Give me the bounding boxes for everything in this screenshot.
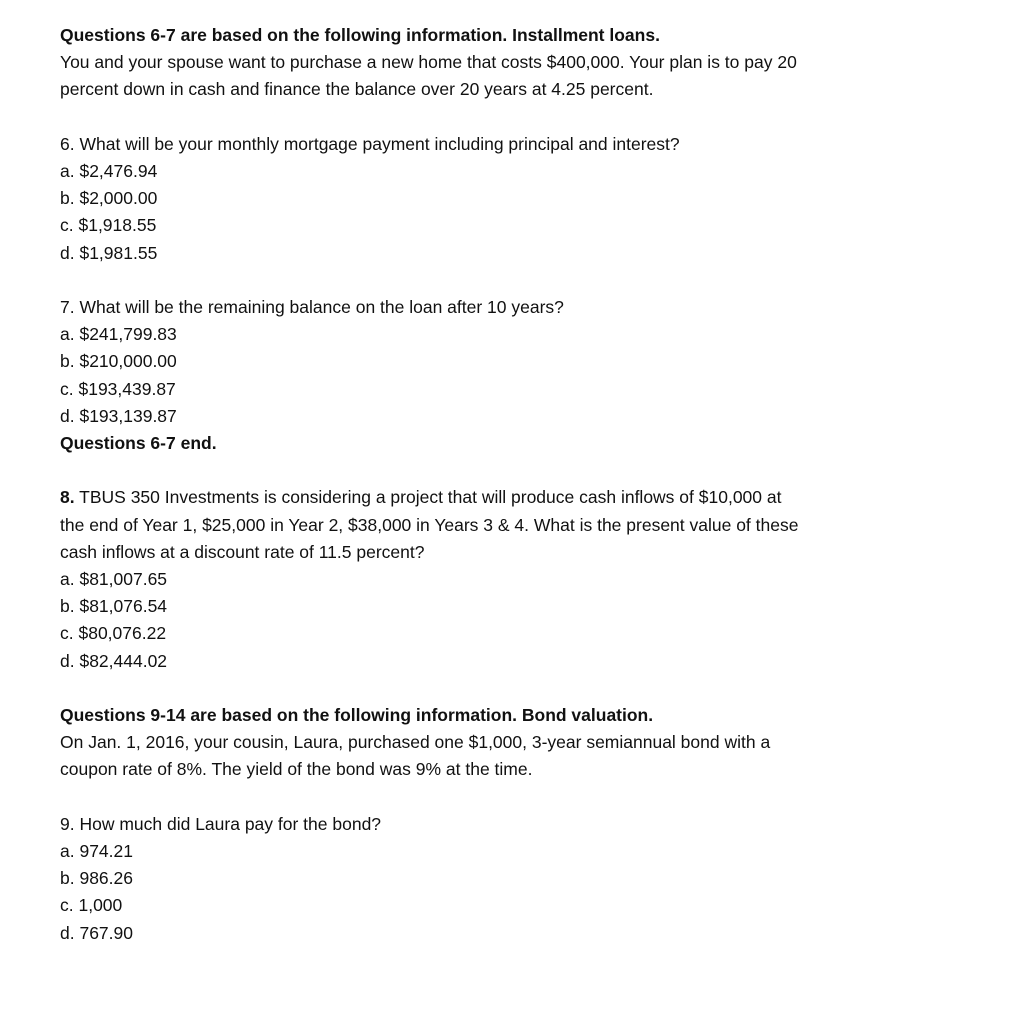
option-6c: c. $1,918.55 — [60, 215, 157, 236]
option-6b: b. $2,000.00 — [60, 188, 158, 209]
blank-line — [60, 784, 960, 811]
document-page — [60, 22, 960, 947]
question-6: 6. What will be your monthly mortgage payment including principal and interest? — [60, 133, 680, 154]
intro-line: coupon rate of 8%. The yield of the bond was 9% at the time. — [60, 759, 533, 780]
option-9d: d. 767.90 — [60, 922, 133, 943]
option-9c: c. 1,000 — [60, 895, 123, 916]
option-8d: d. $82,444.02 — [60, 650, 168, 671]
intro-line: percent down in cash and finance the balance over 20 years at 4.25 percent. — [60, 79, 654, 100]
question-8-line: cash inflows at a discount rate of 11.5 percent? — [60, 541, 425, 562]
question-9: 9. How much did Laura pay for the bond? — [60, 813, 382, 834]
option-7d: d. $193,139.87 — [60, 405, 177, 426]
question-7: 7. What will be the remaining balance on the loan after 10 years? — [60, 297, 564, 317]
blank-line — [60, 457, 960, 484]
question-8-number: 8. — [60, 487, 75, 508]
intro-line: On Jan. 1, 2016, your cousin, Laura, purchased one $1,000, 3-year semiannual bond with a — [60, 732, 771, 753]
blank-line — [60, 104, 960, 131]
option-9b: b. 986.26 — [60, 868, 133, 889]
option-9a: a. 974.21 — [60, 841, 133, 862]
option-7a: a. $241,799.83 — [60, 324, 177, 345]
option-8c: c. $80,076.22 — [60, 623, 167, 644]
section-heading-bond-valuation: Questions 9-14 are based on the following information. Bond valuation. — [60, 705, 654, 726]
blank-line — [60, 675, 960, 702]
option-6d: d. $1,981.55 — [60, 242, 158, 263]
option-7c: c. $193,439.87 — [60, 378, 176, 399]
option-8a: a. $81,007.65 — [60, 569, 168, 590]
intro-line: You and your spouse want to purchase a new home that costs $400,000. Your plan is to pay 20 — [60, 52, 797, 73]
option-8b: b. $81,076.54 — [60, 596, 168, 617]
section-heading-installment-loans: Questions 6-7 are based on the following information. Installment loans. — [60, 25, 660, 45]
blank-line — [60, 267, 960, 294]
question-8-line — [60, 484, 960, 511]
section-end-note: Questions 6-7 end. — [60, 433, 217, 454]
question-8-line: the end of Year 1, $25,000 in Year 2, $38,000 in Years 3 & 4. What is the present value of these — [60, 514, 799, 535]
option-6a: a. $2,476.94 — [60, 161, 158, 181]
option-7b: b. $210,000.00 — [60, 351, 177, 372]
question-8-text: TBUS 350 Investments is considering a project that will produce cash inflows of $10,000 at — [74, 487, 782, 508]
